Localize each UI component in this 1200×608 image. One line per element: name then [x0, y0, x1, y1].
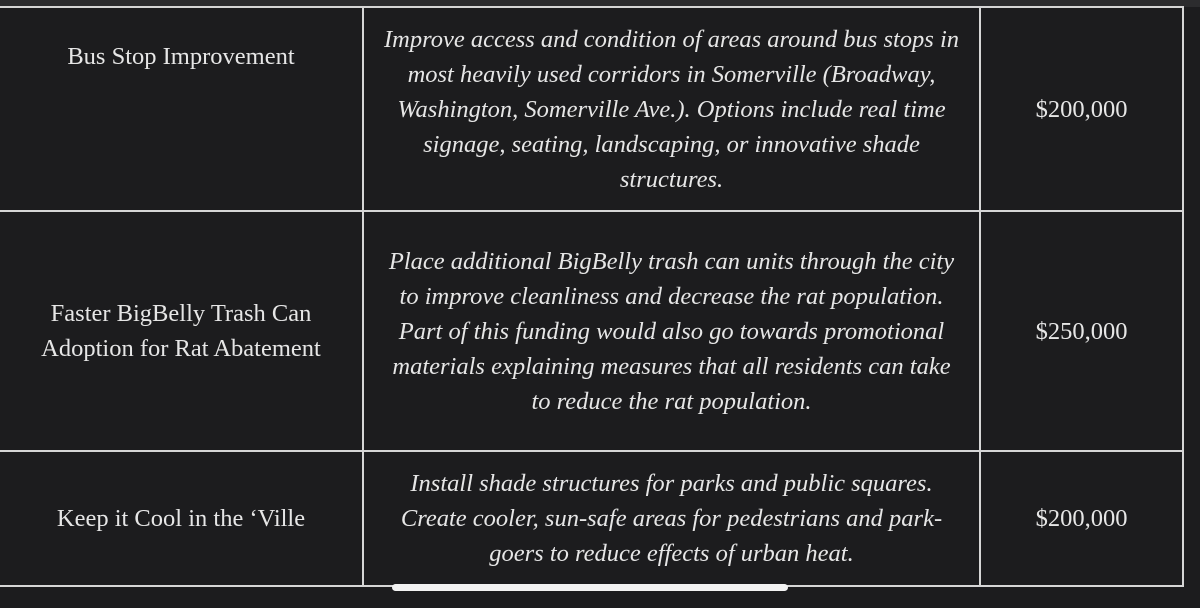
home-indicator-bar[interactable] — [392, 584, 788, 591]
project-cost-cell — [980, 7, 1183, 211]
project-title: Keep it Cool in the ‘Ville — [56, 505, 306, 532]
table-row — [0, 7, 1183, 211]
project-description-cell — [363, 7, 980, 211]
table-row — [0, 211, 1183, 451]
project-budget-table — [0, 6, 1184, 587]
table-row — [0, 451, 1183, 586]
project-title-cell — [0, 7, 363, 211]
project-description: Place additional BigBelly trash can units through the city to improve cleanliness and decrease the rat population. Part of this funding would also go towards promotional materials explaining measures that all residents can take to reduce the rat population. — [388, 247, 955, 415]
project-title: Faster BigBelly Trash Can Adoption for Rat Abatement — [41, 300, 321, 362]
project-title-cell — [0, 211, 363, 451]
project-description-cell — [363, 211, 980, 451]
project-title: Bus Stop Improvement — [67, 43, 295, 70]
project-cost-cell — [980, 211, 1183, 451]
project-description: Improve access and condition of areas around bus stops in most heavily used corridors in Somerville (Broadway, Washington, Somerville Ave.). Options include real time signage, seating, landscaping, or innovative shade structures. — [383, 25, 960, 193]
project-cost: $250,000 — [1035, 317, 1128, 345]
project-cost: $200,000 — [1035, 95, 1128, 123]
project-description-cell — [363, 451, 980, 586]
project-description: Install shade structures for parks and public squares. Create cooler, sun-safe areas for pedestrians and park-goers to reduce effects of urban heat. — [400, 470, 943, 567]
project-title-cell — [0, 451, 363, 586]
project-cost-cell — [980, 451, 1183, 586]
project-cost: $200,000 — [1035, 505, 1128, 532]
